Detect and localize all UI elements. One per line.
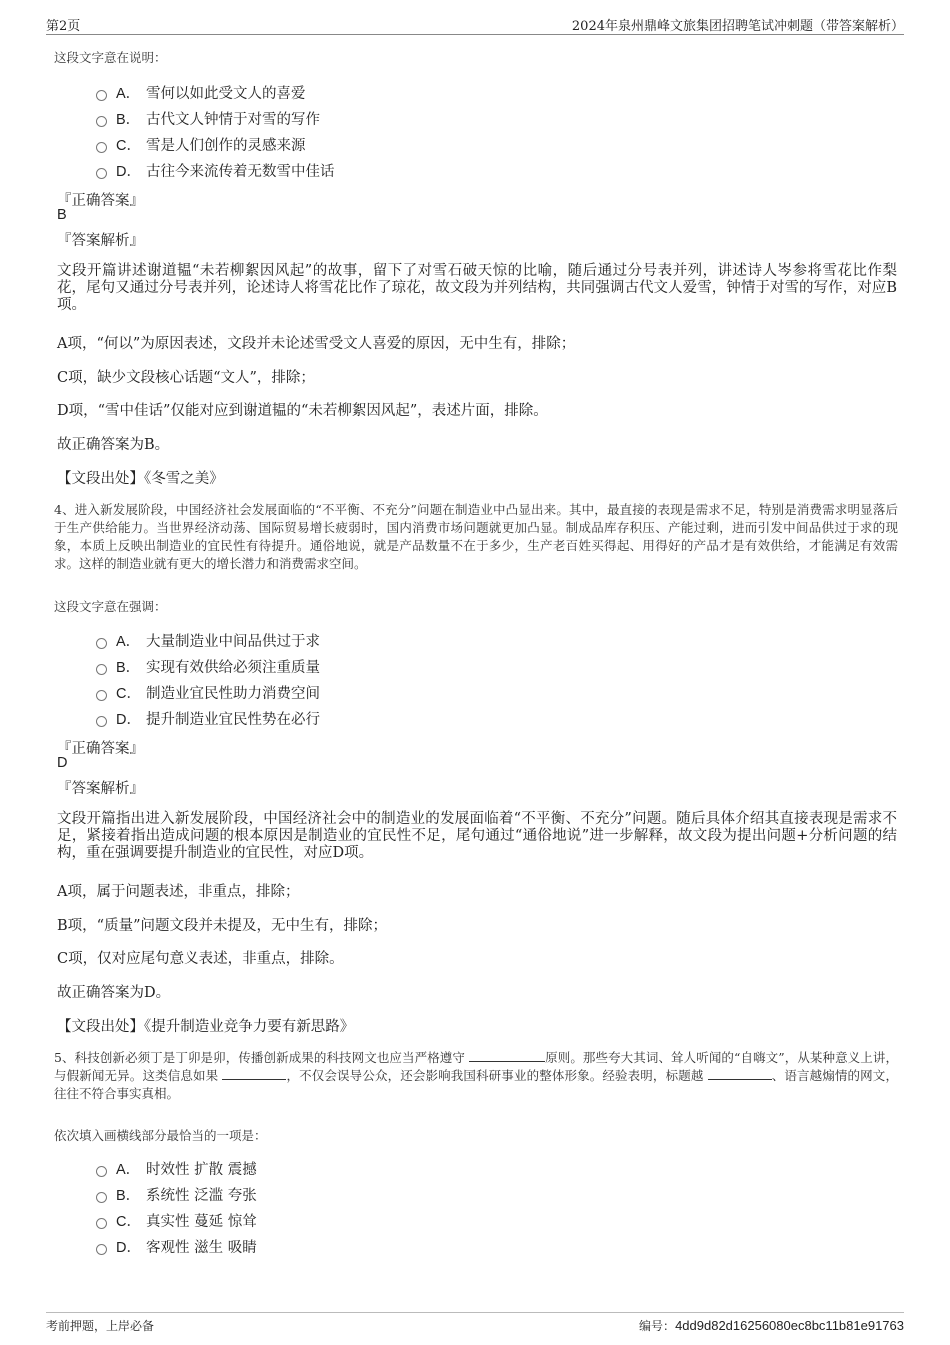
- radio-icon[interactable]: [96, 690, 107, 701]
- q4-analysis-label: 『答案解析』: [57, 781, 144, 797]
- footer-slogan: 考前押题，上岸必备: [46, 1319, 155, 1333]
- code-value: 4dd9d82d16256080ec8bc11b81e91763: [675, 1318, 904, 1333]
- radio-icon[interactable]: [96, 638, 107, 649]
- q4-conclusion: 故正确答案为D。: [57, 985, 171, 1001]
- radio-icon[interactable]: [96, 716, 107, 727]
- q4-line-a: A项，属于问题表述，非重点，排除；: [57, 884, 300, 900]
- radio-icon[interactable]: [96, 1218, 107, 1229]
- q3-option-a[interactable]: A． 雪何以如此受文人的喜爱: [96, 82, 306, 103]
- radio-icon[interactable]: [96, 664, 107, 675]
- q3-conclusion: 故正确答案为B。: [57, 437, 170, 453]
- radio-icon[interactable]: [96, 1244, 107, 1255]
- radio-icon[interactable]: [96, 116, 107, 127]
- q3-line-a: A项，“何以”为原因表述，文段并未论述雪受文人喜爱的原因，无中生有，排除；: [57, 336, 576, 352]
- q5-option-a[interactable]: A． 时效性 扩散 震撼: [96, 1158, 257, 1179]
- q4-option-c[interactable]: C． 制造业宜民性助力消费空间: [96, 682, 320, 703]
- q4-prompt: 这段文字意在强调：: [54, 599, 167, 614]
- q3-source: 【文段出处】《冬雪之美》: [57, 471, 224, 487]
- q5-prompt: 依次填入画横线部分最恰当的一项是：: [54, 1128, 267, 1143]
- code-label: 编号：: [639, 1319, 676, 1333]
- q3-option-c[interactable]: C． 雪是人们创作的灵感来源: [96, 134, 306, 155]
- radio-icon[interactable]: [96, 168, 107, 179]
- q4-option-b[interactable]: B． 实现有效供给必须注重质量: [96, 656, 320, 677]
- radio-icon[interactable]: [96, 1166, 107, 1177]
- q5-option-b[interactable]: B． 系统性 泛滥 夸张: [96, 1184, 257, 1205]
- q4-text: 4、进入新发展阶段，中国经济社会发展面临的“不平衡、不充分”问题在制造业中凸显出来。其中，最直接的表现是需求不足，特别是消费需求明显落后于生产供给能力。当世界经济动荡、国际贸易增长疲弱时，国内消费市场问题就更加凸显。制成品库存积压、产能过剩，进而引发中间品供过于求的现象，本质上反映出制造业的宜民性有待提升。通俗地说，就是产品数量不在于多少，生产老百姓买得起、用得好的产品才是有效供给，才能满足有效需求。这样的制造业就有更大的增长潜力和消费需求空间。: [54, 502, 898, 571]
- q4-answer-label: 『正确答案』: [57, 741, 144, 757]
- q3-option-d[interactable]: D． 古往今来流传着无数雪中佳话: [96, 160, 335, 181]
- q3-analysis-label: 『答案解析』: [57, 233, 144, 249]
- q3-option-b[interactable]: B． 古代文人钟情于对雪的写作: [96, 108, 320, 129]
- q3-line-c: C项，缺少文段核心话题“文人”，排除；: [57, 370, 315, 386]
- q4-option-d[interactable]: D． 提升制造业宜民性势在必行: [96, 708, 320, 729]
- q5-text: 5、科技创新必须丁是丁卯是卯，传播创新成果的科技网文也应当严格遵守 原则。那些夸大其词、耸人听闻的“自嗨文”，从某种意义上讲，与假新闻无异。这类信息如果 ，不仅会误导公众，还会影响我国科研事业的整体形象。经验表明，标题越 、语言越煽情的网文，往往不符合事实真相。: [54, 1050, 898, 1101]
- document-code: [639, 1317, 904, 1334]
- fill-blank-1[interactable]: [469, 1049, 545, 1062]
- document-title: 2024年泉州鼎峰文旅集团招聘笔试冲刺题（带答案解析）: [571, 19, 904, 34]
- q4-line-c: C项，仅对应尾句意义表述，非重点，排除。: [57, 951, 344, 967]
- q3-answer: B: [57, 207, 67, 223]
- radio-icon[interactable]: [96, 90, 107, 101]
- q5-option-c[interactable]: C． 真实性 蔓延 惊耸: [96, 1210, 257, 1231]
- q3-prompt: 这段文字意在说明：: [54, 50, 167, 65]
- page-number: 第2页: [46, 19, 81, 34]
- page-footer: [46, 1312, 904, 1337]
- radio-icon[interactable]: [96, 142, 107, 153]
- q3-answer-label: 『正确答案』: [57, 193, 144, 209]
- q4-analysis: 文段开篇指出进入新发展阶段，中国经济社会中的制造业的发展面临着“不平衡、不充分”问题。随后具体介绍其直接表现是需求不足，紧接着指出造成问题的根本原因是制造业的宜民性不足，尾句通过“通俗地说”进一步解释，故文段为提出问题+分析问题的结构，重在强调要提升制造业的宜民性，对应D项。: [57, 811, 897, 861]
- page-header: [46, 14, 904, 35]
- fill-blank-3[interactable]: [708, 1067, 772, 1080]
- q3-line-d: D项，“雪中佳话”仅能对应到谢道韫的“未若柳絮因风起”，表述片面，排除。: [57, 403, 548, 419]
- q4-source: 【文段出处】《提升制造业竞争力要有新思路》: [57, 1019, 355, 1035]
- radio-icon[interactable]: [96, 1192, 107, 1203]
- q5-option-d[interactable]: D． 客观性 滋生 吸睛: [96, 1236, 257, 1257]
- q4-line-b: B项，“质量”问题文段并未提及，无中生有，排除；: [57, 918, 387, 934]
- fill-blank-2[interactable]: [222, 1067, 286, 1080]
- q4-answer: D: [57, 755, 68, 771]
- q3-analysis: 文段开篇讲述谢道韫“未若柳絮因风起”的故事，留下了对雪石破天惊的比喻，随后通过分号表并列，讲述诗人岑参将雪花比作梨花，尾句又通过分号表并列，论述诗人将雪花比作了琼花，故文段为并列结构，共同强调古代文人爱雪，钟情于对雪的写作，对应B项。: [57, 263, 897, 313]
- q4-option-a[interactable]: A． 大量制造业中间品供过于求: [96, 630, 320, 651]
